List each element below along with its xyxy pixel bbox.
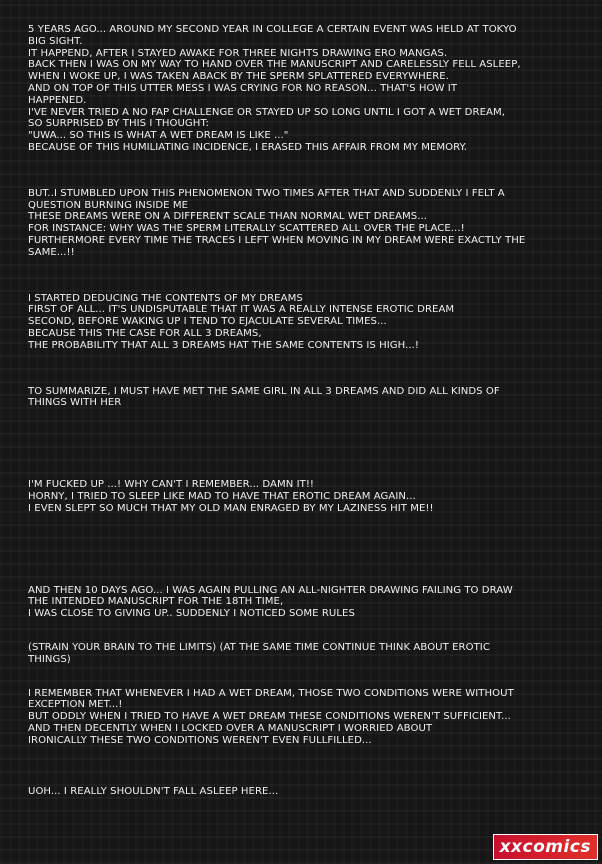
paragraph [28, 24, 588, 154]
text-line: BECAUSE THIS THE CASE FOR ALL 3 DREAMS, [28, 327, 262, 339]
text-line: FIRST OF ALL... IT'S UNDISPUTABLE THAT IT WAS A REALLY INTENSE EROTIC DREAM [28, 304, 455, 316]
text-line: BUT..I STUMBLED UPON THIS PHENOMENON TWO TIMES AFTER THAT AND SUDDENLY I FELT A [28, 187, 505, 199]
text-line: I WAS CLOSE TO GIVING UP.. SUDDENLY I NOTICED SOME RULES [28, 608, 355, 620]
text-line: FURTHERMORE EVERY TIME THE TRACES I LEFT WHEN MOVING IN MY DREAM WERE EXACTLY THE [28, 234, 526, 246]
paragraph [28, 786, 588, 798]
paragraph [28, 188, 588, 259]
text-line: I'VE NEVER TRIED A NO FAP CHALLENGE OR STAYED UP SO LONG UNTIL I GOT A WET DREAM, [28, 106, 505, 118]
text-line: THE INTENDED MANUSCRIPT FOR THE 18TH TIME, [28, 596, 284, 608]
text-line: AND ON TOP OF THIS UTTER MESS I WAS CRYING FOR NO REASON... THAT'S HOW IT [28, 82, 458, 94]
text-line: BACK THEN I WAS ON MY WAY TO HAND OVER THE MANUSCRIPT AND CARELESSLY FELL ASLEEP, [28, 59, 521, 71]
text-line: WHEN I WOKE UP, I WAS TAKEN ABACK BY THE SPERM SPLATTERED EVERYWHERE. [28, 71, 449, 83]
text-line: IRONICALLY THESE TWO CONDITIONS WEREN'T EVEN FULLFILLED... [28, 734, 372, 746]
text-line: FOR INSTANCE: WHY WAS THE SPERM LITERALLY SCATTERED ALL OVER THE PLACE...! [28, 223, 465, 235]
text-line: THINGS) [28, 653, 71, 665]
text-line: THE PROBABILITY THAT ALL 3 DREAMS HAT THE SAME CONTENTS IS HIGH...! [28, 339, 419, 351]
text-line: SECOND, BEFORE WAKING UP I TEND TO EJACULATE SEVERAL TIMES... [28, 316, 387, 328]
text-line: BIG SIGHT. [28, 35, 83, 47]
text-line: HORNY, I TRIED TO SLEEP LIKE MAD TO HAVE THAT EROTIC DREAM AGAIN... [28, 490, 416, 502]
text-line: TO SUMMARIZE, I MUST HAVE MET THE SAME GIRL IN ALL 3 DREAMS AND DID ALL KINDS OF [28, 385, 500, 397]
text-line: I EVEN SLEPT SO MUCH THAT MY OLD MAN ENRAGED BY MY LAZINESS HIT ME!! [28, 502, 434, 514]
paragraph [28, 585, 588, 620]
text-line: IT HAPPEND, AFTER I STAYED AWAKE FOR THREE NIGHTS DRAWING ERO MANGAS. [28, 47, 448, 59]
text-line: QUESTION BURNING INSIDE ME [28, 199, 189, 211]
paragraph [28, 642, 588, 666]
text-line: SAME...!! [28, 246, 75, 258]
paragraph [28, 386, 588, 410]
paragraph [28, 479, 588, 514]
paragraph [28, 293, 588, 352]
text-line: SO SURPRISED BY THIS I THOUGHT: [28, 118, 209, 130]
text-line: "UWA... SO THIS IS WHAT A WET DREAM IS LIKE ..." [28, 130, 289, 142]
text-line: BECAUSE OF THIS HUMILIATING INCIDENCE, I ERASED THIS AFFAIR FROM MY MEMORY. [28, 141, 467, 153]
text-line: THINGS WITH HER [28, 397, 122, 409]
paragraph [28, 688, 588, 747]
text-line: I'M FUCKED UP ...! WHY CAN'T I REMEMBER... DAMN IT!! [28, 479, 315, 491]
text-line: BUT ODDLY WHEN I TRIED TO HAVE A WET DREAM THESE CONDITIONS WEREN'T SUFFICIENT... [28, 711, 511, 723]
text-line: EXCEPTION MET...! [28, 699, 123, 711]
narration-text-block [28, 24, 588, 798]
text-line: UOH... I REALLY SHOULDN'T FALL ASLEEP HERE... [28, 786, 279, 798]
text-line: THESE DREAMS WERE ON A DIFFERENT SCALE THAN NORMAL WET DREAMS... [28, 211, 428, 223]
text-line: 5 YEARS AGO... AROUND MY SECOND YEAR IN COLLEGE A CERTAIN EVENT WAS HELD AT TOKYO [28, 24, 517, 35]
text-line: I STARTED DEDUCING THE CONTENTS OF MY DREAMS [28, 292, 303, 304]
text-line: (STRAIN YOUR BRAIN TO THE LIMITS) (AT THE SAME TIME CONTINUE THINK ABOUT EROTIC [28, 641, 490, 653]
text-line: AND THEN 10 DAYS AGO... I WAS AGAIN PULLING AN ALL-NIGHTER DRAWING FAILING TO DRAW [28, 584, 513, 596]
text-line: AND THEN DECENTLY WHEN I LOCKED OVER A MANUSCRIPT I WORRIED ABOUT [28, 722, 433, 734]
text-line: I REMEMBER THAT WHENEVER I HAD A WET DREAM, THOSE TWO CONDITIONS WERE WITHOUT [28, 687, 514, 699]
watermark-logo: xxcomics [493, 834, 598, 860]
text-line: HAPPENED. [28, 94, 87, 106]
